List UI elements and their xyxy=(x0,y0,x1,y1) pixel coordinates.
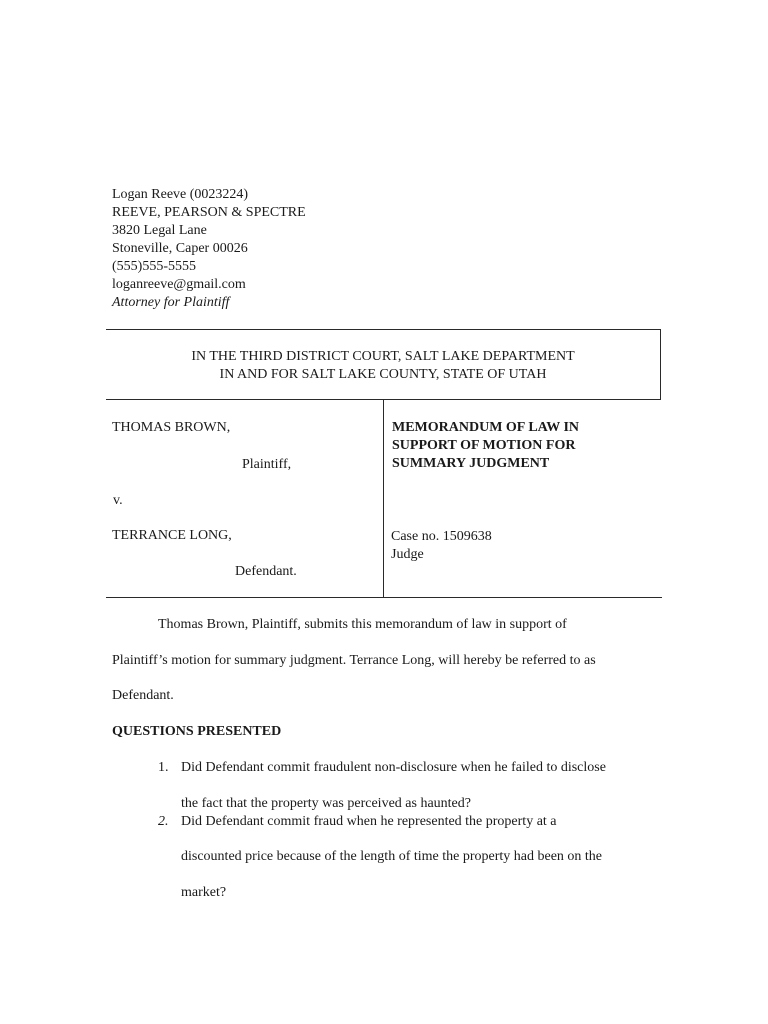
caption-bottom-rule xyxy=(106,597,662,598)
court-name-line-2: IN AND FOR SALT LAKE COUNTY, STATE OF UTAH xyxy=(219,367,547,382)
memorandum-title-line: MEMORANDUM OF LAW IN xyxy=(392,420,580,435)
law-firm-name: REEVE, PEARSON & SPECTRE xyxy=(112,205,306,220)
question-text-line: the fact that the property was perceived as haunted? xyxy=(181,796,471,811)
question-text-line: market? xyxy=(181,885,227,900)
caption-vertical-divider xyxy=(383,400,384,598)
question-text-line: discounted price because of the length of time the property had been on the xyxy=(181,849,603,864)
intro-paragraph-line-3: Defendant. xyxy=(112,688,174,703)
versus-label: v. xyxy=(113,493,123,508)
memorandum-title xyxy=(392,419,579,473)
attorney-name: Logan Reeve (0023224) xyxy=(112,187,249,202)
court-name-line-1: IN THE THIRD DISTRICT COURT, SALT LAKE DEPARTMENT xyxy=(191,349,575,364)
memorandum-title-line: SUPPORT OF MOTION FOR xyxy=(392,438,576,453)
question-text-line: Did Defendant commit fraudulent non-disclosure when he failed to disclose xyxy=(181,760,606,775)
memorandum-title-line: SUMMARY JUDGMENT xyxy=(392,456,550,471)
defendant-label: Defendant. xyxy=(235,564,297,579)
phone-number: (555)555-5555 xyxy=(112,259,196,274)
intro-paragraph-line-1: Thomas Brown, Plaintiff, submits this memorandum of law in support of xyxy=(158,617,567,632)
plaintiff-label: Plaintiff, xyxy=(242,457,292,472)
court-heading-box xyxy=(106,329,661,400)
questions-presented-heading: QUESTIONS PRESENTED xyxy=(112,724,282,739)
street-address: 3820 Legal Lane xyxy=(112,223,207,238)
plaintiff-name: THOMAS BROWN, xyxy=(112,420,231,435)
question-number: 1. xyxy=(158,760,169,775)
question-text-line: Did Defendant commit fraud when he represented the property at a xyxy=(181,814,557,829)
defendant-name: TERRANCE LONG, xyxy=(112,528,232,543)
case-number: Case no. 1509638 xyxy=(391,529,492,544)
intro-paragraph-line-2: Plaintiff’s motion for summary judgment. Terrance Long, will hereby be referred to as xyxy=(112,653,596,668)
judge-label: Judge xyxy=(391,547,424,562)
attorney-role: Attorney for Plaintiff xyxy=(112,295,230,310)
attorney-block xyxy=(112,186,306,312)
email-address: loganreeve@gmail.com xyxy=(112,277,246,292)
city-address: Stoneville, Caper 00026 xyxy=(112,241,248,256)
case-info xyxy=(391,528,492,564)
question-number: 2. xyxy=(158,814,169,829)
